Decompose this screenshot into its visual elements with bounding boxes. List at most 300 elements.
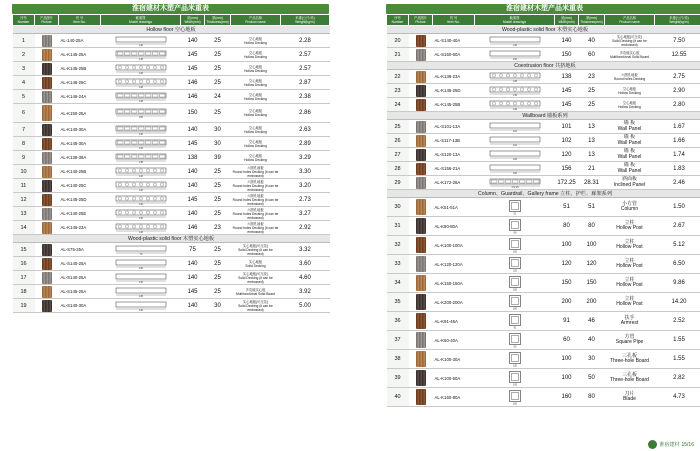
table-row: [13, 257, 330, 271]
product-name-cell: [231, 165, 281, 179]
left-page: [12, 4, 329, 313]
product-name-cn: 立柱: [624, 295, 635, 302]
column-header-en: Width(mm): [184, 20, 201, 24]
model-drawing-cell: [101, 221, 181, 235]
product-name-cn: 实心地板(可压花): [616, 34, 643, 39]
column-header: [181, 15, 205, 26]
table-row: [387, 48, 700, 62]
cross-section-drawing: [488, 50, 542, 60]
thickness-value: 51: [579, 198, 605, 217]
column-header-cn: 截面图: [509, 16, 520, 20]
product-name-cn: 实心地板(可压花): [242, 299, 269, 304]
row-number: 20: [387, 34, 409, 48]
product-picture-cell: [35, 221, 59, 235]
row-number: 40: [387, 388, 409, 407]
width-value: 146: [181, 221, 205, 235]
thickness-value: 120: [579, 255, 605, 274]
product-name-cell: [605, 293, 655, 312]
model-drawing-cell: [475, 176, 555, 190]
product-thumbnail: [416, 85, 426, 97]
product-name-en: Multifunctional Solid Board: [235, 291, 276, 296]
model-drawing-cell: [475, 217, 555, 236]
drawing-width-label: 150: [138, 115, 143, 118]
column-header-en: Number: [17, 20, 30, 24]
table-row: [387, 293, 700, 312]
product-name-cn: 空心地板: [248, 153, 263, 158]
product-picture-cell: [409, 148, 433, 162]
column-header-cn: 产品图片: [413, 16, 428, 20]
thickness-value: 25: [205, 271, 231, 285]
row-number: 14: [13, 221, 35, 235]
product-name-cn: 墙 板: [623, 134, 636, 140]
table-row: [13, 179, 330, 193]
width-value: 150: [555, 48, 579, 62]
product-thumbnail: [416, 370, 426, 386]
product-picture-cell: [35, 151, 59, 165]
cross-section-drawing: [508, 256, 522, 272]
cross-section-drawing: [114, 273, 168, 283]
item-number: AL-140-25A: [59, 34, 101, 48]
weight-value: 3.60: [281, 257, 330, 271]
weight-value: 5.00: [281, 299, 330, 313]
weight-value: 2.28: [281, 34, 330, 48]
table-row: [387, 274, 700, 293]
page-number: 15/16: [681, 441, 694, 448]
table-row: [13, 207, 330, 221]
drawing-width-label: 145: [138, 146, 143, 149]
product-name-cell: [605, 369, 655, 388]
product-picture-cell: [409, 70, 433, 84]
product-picture-cell: [35, 104, 59, 123]
product-thumbnail: [416, 149, 426, 161]
row-number: 32: [387, 236, 409, 255]
column-header-en: Product name: [245, 20, 266, 24]
model-drawing-cell: [475, 350, 555, 369]
width-value: 145: [555, 84, 579, 98]
product-picture-cell: [409, 293, 433, 312]
product-name-cell: [231, 179, 281, 193]
product-name-cn: 六圆孔地板: [247, 221, 264, 226]
product-name-cn: 空心地板: [622, 86, 637, 91]
width-value: 120: [555, 148, 579, 162]
item-number: AL-K138-23A: [433, 70, 475, 84]
column-header: [387, 15, 409, 26]
table-row: [13, 193, 330, 207]
drawing-width-label: 100: [512, 383, 517, 386]
column-header-cn: 米重(公斤/米): [295, 16, 315, 20]
model-drawing-cell: [101, 207, 181, 221]
thickness-value: 46: [579, 312, 605, 331]
row-number: 3: [13, 62, 35, 76]
thickness-value: 60: [579, 48, 605, 62]
row-number: 4: [13, 76, 35, 90]
drawing-width-label: 140: [138, 174, 143, 177]
width-value: 140: [555, 34, 579, 48]
product-thumbnail: [42, 300, 52, 312]
product-name-cn: 多功能实心板: [619, 50, 640, 55]
model-drawing-cell: [101, 285, 181, 299]
item-number: AL-K145-25A: [59, 48, 101, 62]
product-thumbnail: [42, 180, 52, 192]
product-thumbnail: [416, 256, 426, 272]
product-picture-cell: [409, 331, 433, 350]
product-name-cell: [231, 48, 281, 62]
model-drawing-cell: [101, 257, 181, 271]
column-header-en: Model drawings: [502, 20, 527, 24]
drawing-width-label: 200: [512, 307, 517, 310]
table-row: [13, 123, 330, 137]
item-number: AL-K150-25A: [59, 104, 101, 123]
thickness-value: 25: [205, 243, 231, 257]
product-thumbnail: [416, 313, 426, 329]
cross-section-drawing: [114, 153, 168, 163]
product-thumbnail: [416, 121, 426, 133]
model-drawing-cell: [101, 137, 181, 151]
item-number: AL-K91-46A: [433, 312, 475, 331]
product-name-cn: 空心地板: [248, 36, 263, 41]
model-drawing-cell: [475, 48, 555, 62]
drawing-width-label: 101: [512, 129, 517, 132]
cross-section-drawing: [114, 195, 168, 205]
product-picture-cell: [35, 243, 59, 257]
product-picture-cell: [409, 217, 433, 236]
thickness-value: 28.31: [579, 176, 605, 190]
width-value: 140: [181, 123, 205, 137]
column-header-cn: 序号: [20, 16, 27, 20]
product-picture-cell: [35, 299, 59, 313]
weight-value: 2.38: [281, 90, 330, 104]
thickness-value: 30: [205, 123, 231, 137]
product-name-cn: 立柱: [624, 257, 635, 264]
product-name-cn: 多功能实心板: [245, 287, 266, 292]
model-drawing-cell: [101, 299, 181, 313]
row-number: 24: [387, 98, 409, 112]
drawing-width-label: 75: [139, 252, 142, 255]
drawing-width-label: 100: [512, 364, 517, 367]
column-header: [231, 15, 281, 26]
product-thumbnail: [416, 351, 426, 367]
product-name-cell: [231, 271, 281, 285]
product-name-en: Round holes Decking (it can be embossed): [232, 169, 279, 178]
weight-value: 3.27: [281, 207, 330, 221]
product-picture-cell: [35, 62, 59, 76]
product-name-cn: 六圆孔地板: [621, 72, 638, 77]
table-row: [13, 285, 330, 299]
product-name-en: Solid Decking (it can be embossed): [238, 247, 273, 256]
product-picture-cell: [409, 48, 433, 62]
product-name-cn: 扶手: [624, 314, 635, 321]
product-name-en: Blade: [623, 396, 636, 402]
cross-section-drawing: [488, 122, 542, 132]
product-name-en: Solid Decking (it can be embossed): [238, 303, 273, 312]
product-name-en: Solid Decking: [245, 263, 266, 268]
product-name-en: Wall Panel: [617, 125, 642, 132]
width-value: 140: [181, 165, 205, 179]
product-thumbnail: [416, 49, 426, 61]
width-value: 138: [555, 70, 579, 84]
item-number: AL-K145-25D: [59, 193, 101, 207]
product-name-cn: 斜面板: [621, 176, 637, 182]
item-number: AL-K150-150A: [433, 274, 475, 293]
model-drawing-cell: [101, 62, 181, 76]
model-drawing-cell: [101, 90, 181, 104]
thickness-value: 25: [205, 48, 231, 62]
model-drawing-cell: [475, 236, 555, 255]
column-header: [281, 15, 330, 26]
product-name-en: Hollow Decking: [244, 113, 267, 117]
row-number: 37: [387, 331, 409, 350]
column-header: [101, 15, 181, 26]
model-drawing-cell: [475, 34, 555, 48]
weight-value: 9.86: [655, 274, 700, 293]
product-name-en: Round holes Decking: [613, 76, 646, 81]
item-number: AL-K140-25C: [59, 179, 101, 193]
column-header: [13, 15, 35, 26]
row-number: 19: [13, 299, 35, 313]
thickness-value: 25: [205, 193, 231, 207]
item-number: AL-K145-30A: [59, 137, 101, 151]
product-name-cell: [231, 151, 281, 165]
weight-value: 3.32: [281, 243, 330, 257]
cross-section-drawing: [114, 139, 168, 149]
row-number: 31: [387, 217, 409, 236]
weight-value: 4.73: [655, 388, 700, 407]
product-name-en: Round holes Decking (it can be embossed): [232, 211, 279, 220]
table-row: [13, 151, 330, 165]
width-value: 146: [181, 90, 205, 104]
product-name-cell: [231, 193, 281, 207]
thickness-value: 25: [205, 62, 231, 76]
weight-value: 2.52: [655, 312, 700, 331]
table-row: [387, 198, 700, 217]
product-name-cn: 空心地板: [248, 64, 263, 69]
product-name-en: Multifunctional Solid Board: [609, 54, 650, 59]
thickness-value: 13: [579, 120, 605, 134]
product-name-cn: 六圆孔地板: [247, 207, 264, 212]
cross-section-drawing: [114, 259, 168, 269]
weight-value: 2.57: [281, 62, 330, 76]
weight-value: 2.92: [281, 221, 330, 235]
weight-value: 3.29: [281, 151, 330, 165]
thickness-value: 25: [205, 285, 231, 299]
cross-section-drawing: [114, 36, 168, 46]
cross-section-drawing: [508, 275, 522, 291]
product-thumbnail: [42, 194, 52, 206]
model-drawing-cell: [101, 193, 181, 207]
item-number: AL-K160-80A: [433, 388, 475, 407]
item-number: AL-S145-25A: [59, 285, 101, 299]
cross-section-drawing: [488, 178, 542, 188]
item-number: AL-K120-120A: [433, 255, 475, 274]
product-name-cn: 三孔板: [621, 352, 637, 359]
width-value: 75: [181, 243, 205, 257]
row-number: 2: [13, 48, 35, 62]
product-picture-cell: [35, 48, 59, 62]
weight-value: 1.50: [655, 198, 700, 217]
product-thumbnail: [416, 332, 426, 348]
product-picture-cell: [35, 193, 59, 207]
product-name-cell: [605, 162, 655, 176]
product-name-cell: [605, 34, 655, 48]
model-drawing-cell: [475, 98, 555, 112]
product-thumbnail: [416, 163, 426, 175]
product-name-cn: 三孔板: [621, 371, 637, 378]
column-header-cn: 宽(mm): [187, 16, 198, 20]
item-number: AL-S156-21A: [433, 162, 475, 176]
product-name-cell: [231, 90, 281, 104]
item-number: AL-S150-60A: [433, 48, 475, 62]
drawing-width-label: 60: [513, 345, 516, 348]
product-thumbnail: [42, 208, 52, 220]
thickness-value: 30: [579, 350, 605, 369]
product-name-cn: 空心地板: [248, 139, 263, 144]
width-value: 140: [181, 207, 205, 221]
product-name-en: Hollow Post: [616, 263, 643, 269]
product-name-cell: [605, 255, 655, 274]
row-number: 17: [13, 271, 35, 285]
row-number: 22: [387, 70, 409, 84]
brand-logo-icon: [648, 440, 657, 449]
item-number: AL-S117-13B: [433, 134, 475, 148]
drawing-width-label: 140: [138, 280, 143, 283]
table-row: [13, 62, 330, 76]
drawing-width-label: 80: [513, 231, 516, 234]
product-thumbnail: [42, 49, 52, 61]
brand-name: 淮宿建材: [659, 442, 680, 448]
model-drawing-cell: [475, 134, 555, 148]
row-number: 11: [13, 179, 35, 193]
product-name-cn: 空心地板: [248, 78, 263, 83]
width-value: 160: [555, 388, 579, 407]
thickness-value: 13: [579, 148, 605, 162]
product-thumbnail: [416, 199, 426, 215]
drawing-width-label: 145: [512, 93, 517, 96]
model-drawing-cell: [101, 76, 181, 90]
row-number: 5: [13, 90, 35, 104]
width-value: 101: [555, 120, 579, 134]
item-number: AL-K80-80A: [433, 217, 475, 236]
model-drawing-cell: [101, 48, 181, 62]
weight-value: 2.75: [655, 70, 700, 84]
model-drawing-cell: [475, 388, 555, 407]
weight-value: 2.80: [655, 98, 700, 112]
thickness-value: 25: [579, 84, 605, 98]
table-row: [387, 70, 700, 84]
row-number: 9: [13, 151, 35, 165]
thickness-value: 25: [205, 165, 231, 179]
width-value: 140: [181, 34, 205, 48]
row-number: 25: [387, 120, 409, 134]
width-value: 100: [555, 350, 579, 369]
model-drawing-cell: [101, 123, 181, 137]
product-thumbnail: [42, 91, 52, 103]
product-name-cell: [605, 236, 655, 255]
product-name-cell: [605, 70, 655, 84]
product-picture-cell: [409, 120, 433, 134]
item-number: AL-S140-25A: [59, 257, 101, 271]
column-header: [35, 15, 59, 26]
product-picture-cell: [409, 350, 433, 369]
thickness-value: 80: [579, 217, 605, 236]
section-heading-row: [387, 26, 700, 34]
product-table: [12, 14, 330, 313]
drawing-width-label: 100: [512, 250, 517, 253]
table-row: [387, 34, 700, 48]
product-name-cell: [231, 137, 281, 151]
thickness-value: 21: [579, 162, 605, 176]
row-number: 15: [13, 243, 35, 257]
cross-section-drawing: [488, 136, 542, 146]
product-name-cell: [605, 48, 655, 62]
product-picture-cell: [35, 257, 59, 271]
width-value: 100: [555, 369, 579, 388]
column-header-cn: 货 号: [449, 16, 458, 20]
table-row: [387, 176, 700, 190]
table-row: [387, 255, 700, 274]
width-value: 172.25: [555, 176, 579, 190]
width-value: 145: [181, 193, 205, 207]
column-header-en: Thickness(mm): [206, 20, 229, 24]
weight-value: 14.20: [655, 293, 700, 312]
product-thumbnail: [416, 237, 426, 253]
cross-section-drawing: [508, 218, 522, 234]
product-name-cn: 墙 板: [623, 120, 636, 126]
column-header-cn: 宽(mm): [561, 16, 572, 20]
column-header: [579, 15, 605, 26]
product-name-cn: 六圆孔地板: [247, 193, 264, 198]
product-name-cell: [231, 62, 281, 76]
weight-value: 1.74: [655, 148, 700, 162]
weight-value: 3.30: [281, 165, 330, 179]
product-thumbnail: [416, 389, 426, 405]
thickness-value: 25: [205, 104, 231, 123]
cross-section-drawing: [114, 108, 168, 118]
table-row: [387, 312, 700, 331]
column-header: [555, 15, 579, 26]
column-header-cn: 产品图片: [39, 16, 54, 20]
table-row: [387, 162, 700, 176]
product-thumbnail: [42, 222, 52, 234]
cross-section-drawing: [114, 209, 168, 219]
product-picture-cell: [35, 76, 59, 90]
footer: [648, 440, 694, 449]
product-name-en: Hollow Decking: [244, 54, 267, 59]
item-number: AL-K145-25B: [59, 62, 101, 76]
drawing-width-label: 140: [138, 266, 143, 269]
product-name-cn: 六圆孔地板: [247, 179, 264, 184]
table-row: [13, 48, 330, 62]
product-picture-cell: [409, 236, 433, 255]
row-number: 7: [13, 123, 35, 137]
width-value: 140: [181, 179, 205, 193]
weight-value: 1.55: [655, 350, 700, 369]
width-value: 200: [555, 293, 579, 312]
cross-section-drawing: [508, 199, 522, 215]
width-value: 91: [555, 312, 579, 331]
product-name-en: Hollow Decking: [244, 82, 267, 87]
product-picture-cell: [409, 369, 433, 388]
column-header: [409, 15, 433, 26]
thickness-value: 39: [205, 151, 231, 165]
width-value: 145: [181, 285, 205, 299]
drawing-width-label: 146: [138, 99, 143, 102]
product-picture-cell: [35, 34, 59, 48]
column-header-en: Product name: [619, 20, 640, 24]
column-header-cn: 截面图: [135, 16, 146, 20]
cross-section-drawing: [114, 92, 168, 102]
product-name-cn: 空心地板: [622, 100, 637, 105]
cross-section-drawing: [488, 86, 542, 96]
